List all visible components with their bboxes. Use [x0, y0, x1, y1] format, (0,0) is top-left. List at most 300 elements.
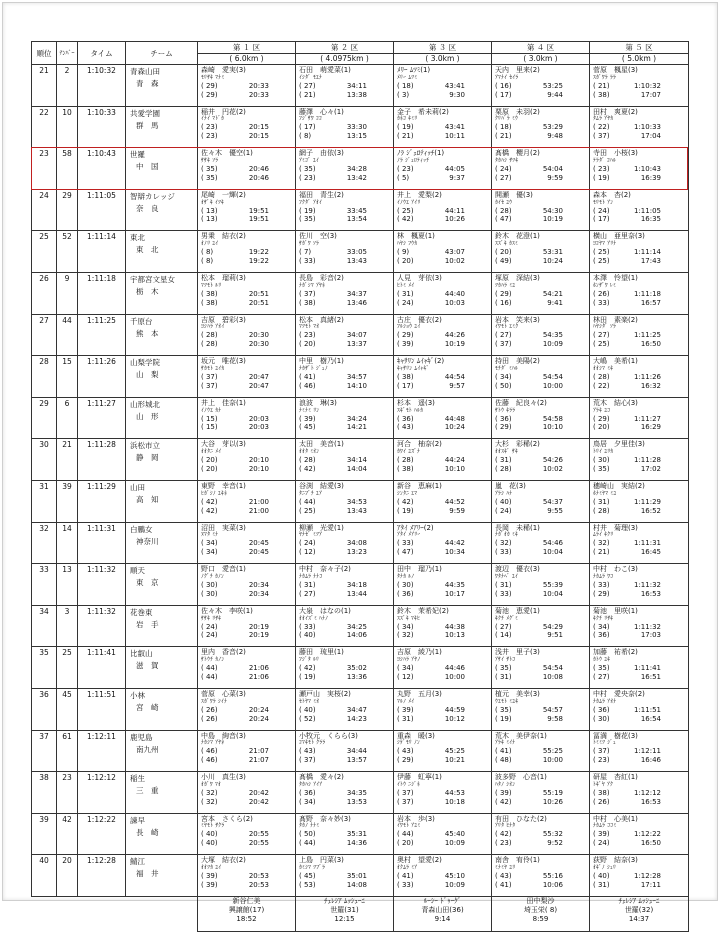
- split-time: 9:51: [547, 631, 563, 640]
- split-rank: ( 23): [495, 839, 512, 848]
- runner-kana: ｱﾏﾅｲ ｾｲﾗ: [495, 74, 519, 81]
- split-rank: ( 44): [299, 839, 316, 848]
- spacer: [509, 498, 523, 507]
- split-line: [201, 340, 295, 349]
- results-body: [32, 65, 689, 932]
- bib-cell: 39: [57, 480, 78, 522]
- split-rank: ( 23): [201, 132, 218, 141]
- leg-cell: [198, 439, 296, 481]
- split-line: [201, 299, 295, 308]
- spacer: [313, 623, 327, 632]
- cumulative-line: [201, 207, 295, 216]
- runner-kana: ﾔﾅｾﾞ ﾐﾂｱ: [299, 532, 323, 539]
- split-line: [299, 756, 393, 765]
- runner-kana: ｵｵｼﾏ ﾐｷ: [593, 365, 614, 372]
- rank-cell: 29: [32, 397, 57, 439]
- leg-cell: [590, 106, 689, 148]
- split-line: [593, 798, 688, 807]
- header-row: [32, 42, 689, 65]
- cumulative-line: [495, 290, 589, 299]
- spacer: [509, 706, 523, 715]
- cumulative-rank: ( 24): [593, 206, 610, 215]
- cumulative-line: [593, 415, 688, 424]
- split-time: 14:23: [346, 714, 367, 723]
- leg-cell: [296, 65, 394, 107]
- cumulative-line: [201, 830, 295, 839]
- spacer: [509, 382, 523, 391]
- leg-cell: [590, 855, 689, 897]
- cumulative-time: 55:19: [542, 788, 563, 797]
- cumulative-rank: ( 31): [593, 497, 610, 506]
- runner-name: 森崎 愛実(3): [201, 66, 246, 74]
- runner-name: 佐々木 優空(1): [201, 149, 253, 158]
- spacer: [215, 881, 229, 890]
- cumulative-rank: ( 23): [593, 164, 610, 173]
- spacer: [411, 539, 425, 548]
- cumulative-line: [299, 123, 393, 132]
- runner-kana: ﾀﾑﾗ ｱﾔｶ: [593, 116, 614, 123]
- cumulative-line: [593, 623, 688, 632]
- spacer: [215, 165, 229, 174]
- runner-name: 菅原 楓星(3): [593, 66, 638, 74]
- split-line: [397, 299, 491, 308]
- leg-3-header: [394, 42, 492, 65]
- split-rank: ( 47): [495, 215, 512, 224]
- team-prefecture: 群 馬: [136, 120, 159, 130]
- spacer: [509, 132, 523, 141]
- table-row: [32, 605, 689, 647]
- split-rank: ( 20): [201, 464, 218, 473]
- leg-cell: [492, 65, 590, 107]
- cumulative-rank: ( 33): [299, 622, 316, 631]
- record-time: 9:14: [434, 914, 451, 923]
- split-time: 20:51: [248, 298, 269, 307]
- leg-cell: [394, 855, 492, 897]
- runner-kana: ｳｴﾓﾄ ﾐﾕｷ: [495, 698, 519, 705]
- split-time: 16:52: [640, 506, 661, 515]
- runner-name: 大杉 彩稀(2): [495, 440, 540, 449]
- spacer: [509, 257, 523, 266]
- runner-kana: ｵｸﾑﾗ ﾐｱ: [397, 865, 418, 872]
- cumulative-rank: ( 30): [397, 580, 414, 589]
- spacer: [313, 548, 327, 557]
- split-rank: ( 46): [299, 381, 316, 390]
- cumulative-rank: ( 37): [201, 372, 218, 381]
- split-time: 21:06: [248, 672, 269, 681]
- split-rank: ( 25): [299, 506, 316, 515]
- spacer: [313, 340, 327, 349]
- split-line: [593, 382, 688, 391]
- spacer: [215, 590, 229, 599]
- cumulative-line: [593, 248, 688, 257]
- split-line: [299, 215, 393, 224]
- team-name: 世羅: [130, 150, 145, 160]
- spacer: [607, 715, 621, 724]
- rank-cell: 38: [32, 772, 57, 814]
- time-cell: 1:12:22: [78, 813, 126, 855]
- runner-name: 稲井 円花(2): [201, 107, 246, 116]
- runner-name: 網子 由依(3): [299, 149, 344, 158]
- spacer: [215, 340, 229, 349]
- split-rank: ( 42): [201, 506, 218, 515]
- split-rank: ( 52): [299, 714, 316, 723]
- cumulative-rank: ( 18): [495, 123, 512, 132]
- spacer: [215, 299, 229, 308]
- table-row: [32, 397, 689, 439]
- team-cell: [126, 106, 198, 148]
- split-time: 10:03: [444, 298, 465, 307]
- record-cell: [296, 896, 394, 931]
- split-time: 16:51: [640, 672, 661, 681]
- rank-cell: 32: [32, 522, 57, 564]
- spacer: [607, 373, 621, 382]
- runner-kana: ｻｻｷ ﾘｻｷ: [201, 615, 222, 622]
- split-time: 20:46: [248, 173, 269, 182]
- spacer: [411, 257, 425, 266]
- cumulative-rank: ( 43): [495, 872, 512, 881]
- cumulative-time: 55:16: [542, 872, 563, 881]
- cumulative-rank: ( 27): [495, 331, 512, 340]
- spacer: [607, 207, 621, 216]
- spacer: [607, 465, 621, 474]
- split-time: 9:58: [547, 714, 563, 723]
- cumulative-line: [299, 207, 393, 216]
- spacer: [411, 507, 425, 516]
- split-rank: ( 30): [201, 589, 218, 598]
- cumulative-rank: ( 39): [593, 830, 610, 839]
- leg-cell: [394, 439, 492, 481]
- time-cell: 1:12:12: [78, 772, 126, 814]
- leg-cell: [296, 314, 394, 356]
- leg-cell: [198, 522, 296, 564]
- runner-name: 谷渕 結愛(3): [299, 481, 344, 490]
- cumulative-line: [397, 747, 491, 756]
- time-cell: 1:11:32: [78, 564, 126, 606]
- runner-kana: ﾓﾘｻｷ ﾏﾅﾐ: [201, 74, 225, 81]
- rank-cell: 39: [32, 813, 57, 855]
- leg-cell: [590, 231, 689, 273]
- split-rank: ( 12): [299, 548, 316, 557]
- cumulative-rank: ( 41): [397, 872, 414, 881]
- split-time: 20:42: [248, 797, 269, 806]
- cumulative-rank: ( 43): [397, 747, 414, 756]
- spacer: [313, 373, 327, 382]
- leg-cell: [296, 148, 394, 190]
- split-rank: ( 27): [593, 672, 610, 681]
- split-time: 10:10: [444, 464, 465, 473]
- spacer: [411, 789, 425, 798]
- runner-name: 瀬戸山 実桜(2): [299, 689, 351, 698]
- spacer: [509, 340, 523, 349]
- split-time: 19:22: [248, 256, 269, 265]
- record-team: 青森山田(36): [421, 905, 464, 914]
- split-time: 9:44: [547, 90, 563, 99]
- spacer: [509, 539, 523, 548]
- cumulative-rank: ( 27): [495, 622, 512, 631]
- cumulative-rank: ( 35): [201, 164, 218, 173]
- cumulative-line: [201, 248, 295, 257]
- split-rank: ( 33): [299, 256, 316, 265]
- runner-name: 人見 芽依(3): [397, 273, 442, 282]
- team-name: 花巻東: [130, 607, 153, 617]
- spacer: [215, 872, 229, 881]
- runner-kana: ﾌｼﾞｻﾜ ｺｺ: [299, 116, 323, 123]
- spacer: [509, 881, 523, 890]
- split-rank: ( 26): [593, 797, 610, 806]
- split-time: 20:45: [248, 548, 269, 557]
- leg-cell: [296, 688, 394, 730]
- cumulative-line: [201, 331, 295, 340]
- leg-cell: [590, 314, 689, 356]
- spacer: [313, 539, 327, 548]
- cumulative-line: [495, 830, 589, 839]
- cumulative-rank: ( 9): [397, 248, 410, 257]
- cumulative-rank: ( 22): [593, 123, 610, 132]
- leg-cell: [394, 65, 492, 107]
- cumulative-time: 44:54: [444, 372, 465, 381]
- cumulative-line: [299, 581, 393, 590]
- runner-name: 男乗 結衣(2): [201, 232, 246, 241]
- runner-name: 長島 彩音(2): [299, 273, 344, 282]
- cumulative-rank: ( 28): [397, 456, 414, 465]
- split-rank: ( 35): [201, 173, 218, 182]
- runner-kana: ﾏﾂﾓﾄ ﾙﾘ: [201, 282, 222, 289]
- split-rank: ( 23): [299, 173, 316, 182]
- cumulative-line: [397, 290, 491, 299]
- runner-name: 奥村 望愛(2): [397, 856, 442, 865]
- split-rank: ( 38): [593, 90, 610, 99]
- spacer: [313, 248, 327, 257]
- runner-name: 田中 瑠乃(1): [397, 565, 442, 574]
- runner-kana: ｽｷﾞﾓﾄ ﾊﾙｶ: [397, 407, 424, 414]
- runner-kana: ﾎﾅﾐﾔﾏ ﾐﾕ: [593, 490, 617, 497]
- runner-kana: ｲﾄｳ ﾆｼﾞﾈ: [397, 781, 421, 788]
- time-cell: 1:10:32: [78, 65, 126, 107]
- spacer: [215, 830, 229, 839]
- runner-kana: ﾌﾙｼｮｳ ﾕｲ: [397, 324, 421, 331]
- split-time: 13:44: [346, 589, 367, 598]
- cumulative-time: 34:35: [346, 788, 367, 797]
- cumulative-time: 1:11:18: [634, 289, 661, 298]
- runner-kana: ﾅｶﾑﾗ ｺｺﾐ: [593, 823, 617, 830]
- cumulative-rank: ( 30): [201, 580, 218, 589]
- time-cell: 1:11:05: [78, 189, 126, 231]
- leg-cell: [394, 272, 492, 314]
- leg-cell: [198, 688, 296, 730]
- spacer: [313, 715, 327, 724]
- split-line: [299, 507, 393, 516]
- record-team: 世羅(32): [624, 905, 654, 914]
- cumulative-time: 21:00: [248, 497, 269, 506]
- cumulative-rank: ( 33): [397, 539, 414, 548]
- time-cell: 1:12:28: [78, 855, 126, 897]
- split-line: [495, 839, 589, 848]
- split-time: 9:37: [449, 173, 465, 182]
- spacer: [607, 673, 621, 682]
- team-prefecture: 栃 木: [136, 286, 159, 296]
- spacer: [411, 165, 425, 174]
- split-line: [495, 715, 589, 724]
- cumulative-rank: ( 21): [593, 81, 610, 90]
- split-time: 13:37: [346, 340, 367, 349]
- record-team: 興譲館(17): [228, 905, 265, 914]
- cumulative-line: [593, 82, 688, 91]
- spacer: [509, 123, 523, 132]
- cumulative-line: [397, 872, 491, 881]
- bib-cell: 21: [57, 439, 78, 481]
- cumulative-rank: ( 36): [593, 705, 610, 714]
- leg-5-distance: ( 5.0km ): [590, 53, 688, 63]
- runner-name: 金子 希未莉(2): [397, 107, 449, 116]
- rank-cell: 28: [32, 356, 57, 398]
- spacer: [313, 82, 327, 91]
- spacer: [411, 423, 425, 432]
- split-rank: ( 35): [593, 464, 610, 473]
- split-time: 10:24: [542, 256, 563, 265]
- leg-cell: [198, 231, 296, 273]
- team-name: 諫早: [130, 815, 145, 825]
- cumulative-rank: ( 39): [397, 705, 414, 714]
- runner-kana: ﾋﾄﾐ ﾒｲ: [397, 282, 415, 289]
- cumulative-time: 35:31: [346, 830, 367, 839]
- cumulative-line: [299, 373, 393, 382]
- split-rank: ( 29): [201, 90, 218, 99]
- leg-cell: [198, 314, 296, 356]
- runner-kana: ｽｽﾞｷ ﾏｷﾋ: [397, 615, 421, 622]
- spacer: [215, 91, 229, 100]
- spacer: [607, 664, 621, 673]
- cumulative-time: 1:11:05: [634, 206, 661, 215]
- leg-cell: [492, 272, 590, 314]
- cumulative-rank: ( 19): [397, 123, 414, 132]
- split-time: 16:50: [640, 839, 661, 848]
- leg-cell: [296, 439, 394, 481]
- split-time: 10:00: [542, 756, 563, 765]
- split-time: 13:43: [346, 256, 367, 265]
- cumulative-time: 54:46: [542, 539, 563, 548]
- team-name: 白鵬女: [130, 524, 153, 534]
- split-time: 10:09: [542, 340, 563, 349]
- rank-cell: 33: [32, 564, 57, 606]
- spacer: [411, 798, 425, 807]
- split-rank: ( 34): [299, 797, 316, 806]
- team-name: 山梨学院: [130, 358, 160, 368]
- cumulative-time: 44:26: [444, 331, 465, 340]
- split-time: 14:21: [346, 423, 367, 432]
- cumulative-rank: ( 15): [201, 414, 218, 423]
- cumulative-line: [201, 706, 295, 715]
- spacer: [313, 872, 327, 881]
- bib-cell: 52: [57, 231, 78, 273]
- cumulative-rank: ( 30): [593, 456, 610, 465]
- runner-kana: ﾀﾅｶ ﾙﾉ: [397, 573, 415, 580]
- runner-name: 髙野 奈々妙(3): [299, 814, 351, 823]
- runner-kana: ﾏﾂﾓﾄ ﾏｵ: [299, 324, 320, 331]
- cumulative-rank: ( 28): [299, 456, 316, 465]
- runner-kana: ﾐﾅﾐﾔ ﾕﾘ: [495, 865, 516, 872]
- split-line: [397, 340, 491, 349]
- split-line: [201, 631, 295, 640]
- spacer: [607, 174, 621, 183]
- spacer: [607, 257, 621, 266]
- split-rank: ( 50): [495, 381, 512, 390]
- cumulative-rank: ( 16): [495, 81, 512, 90]
- table-row: [32, 231, 689, 273]
- spacer: [509, 590, 523, 599]
- split-line: [397, 590, 491, 599]
- runner-name: 東野 幸音(1): [201, 481, 246, 490]
- empty-cell: [126, 896, 198, 931]
- runner-name: 中村 愛央奈(2): [593, 689, 645, 698]
- spacer: [215, 331, 229, 340]
- leg-cell: [394, 522, 492, 564]
- split-time: 13:38: [346, 90, 367, 99]
- cumulative-time: 55:32: [542, 830, 563, 839]
- runner-kana: ｵｵｽｷﾞ ｻｷ: [495, 449, 519, 456]
- split-line: [201, 715, 295, 724]
- runner-name: 宮本 さくら(2): [201, 814, 253, 823]
- bib-cell: 45: [57, 688, 78, 730]
- leg-cell: [492, 564, 590, 606]
- team-name: 稲生: [130, 774, 145, 784]
- split-rank: ( 37): [299, 756, 316, 765]
- cumulative-time: 34:25: [346, 622, 367, 631]
- split-rank: ( 17): [397, 381, 414, 390]
- cumulative-rank: ( 31): [299, 580, 316, 589]
- cumulative-line: [495, 498, 589, 507]
- spacer: [411, 872, 425, 881]
- time-cell: 1:11:31: [78, 522, 126, 564]
- spacer: [215, 132, 229, 141]
- runner-kana: ｲｼﾀﾞ ﾓｴﾅ: [299, 74, 323, 81]
- cumulative-time: 54:57: [542, 705, 563, 714]
- runner-kana: ﾎﾝｻﾞﾜ ﾚﾐ: [593, 282, 617, 289]
- cumulative-line: [201, 82, 295, 91]
- cumulative-time: 54:58: [542, 414, 563, 423]
- table-row: [32, 356, 689, 398]
- split-time: 20:33: [248, 90, 269, 99]
- split-time: 20:10: [248, 464, 269, 473]
- cumulative-rank: ( 29): [397, 331, 414, 340]
- split-line: [593, 465, 688, 474]
- spacer: [215, 465, 229, 474]
- spacer: [607, 747, 621, 756]
- cumulative-time: 43:41: [444, 81, 465, 90]
- spacer: [607, 340, 621, 349]
- cumulative-rank: ( 34): [397, 622, 414, 631]
- leg-5-name: 第 ５ 区: [625, 43, 653, 52]
- leg-cell: [296, 106, 394, 148]
- split-time: 10:13: [444, 631, 465, 640]
- leg-cell: [394, 189, 492, 231]
- record-cell: [492, 896, 590, 931]
- cumulative-rank: ( 34): [201, 539, 218, 548]
- leg-2-distance: ( 4.0975km ): [296, 53, 393, 63]
- bib-cell: 13: [57, 564, 78, 606]
- split-rank: ( 31): [397, 714, 414, 723]
- rank-cell: 26: [32, 272, 57, 314]
- spacer: [313, 415, 327, 424]
- bib-cell: 23: [57, 772, 78, 814]
- bib-header: ﾅﾝﾊﾞｰ: [57, 42, 78, 65]
- split-line: [495, 798, 589, 807]
- spacer: [509, 747, 523, 756]
- split-line: [593, 631, 688, 640]
- leg-cell: [198, 647, 296, 689]
- cumulative-time: 54:37: [542, 497, 563, 506]
- spacer: [607, 248, 621, 257]
- split-rank: ( 8): [201, 256, 214, 265]
